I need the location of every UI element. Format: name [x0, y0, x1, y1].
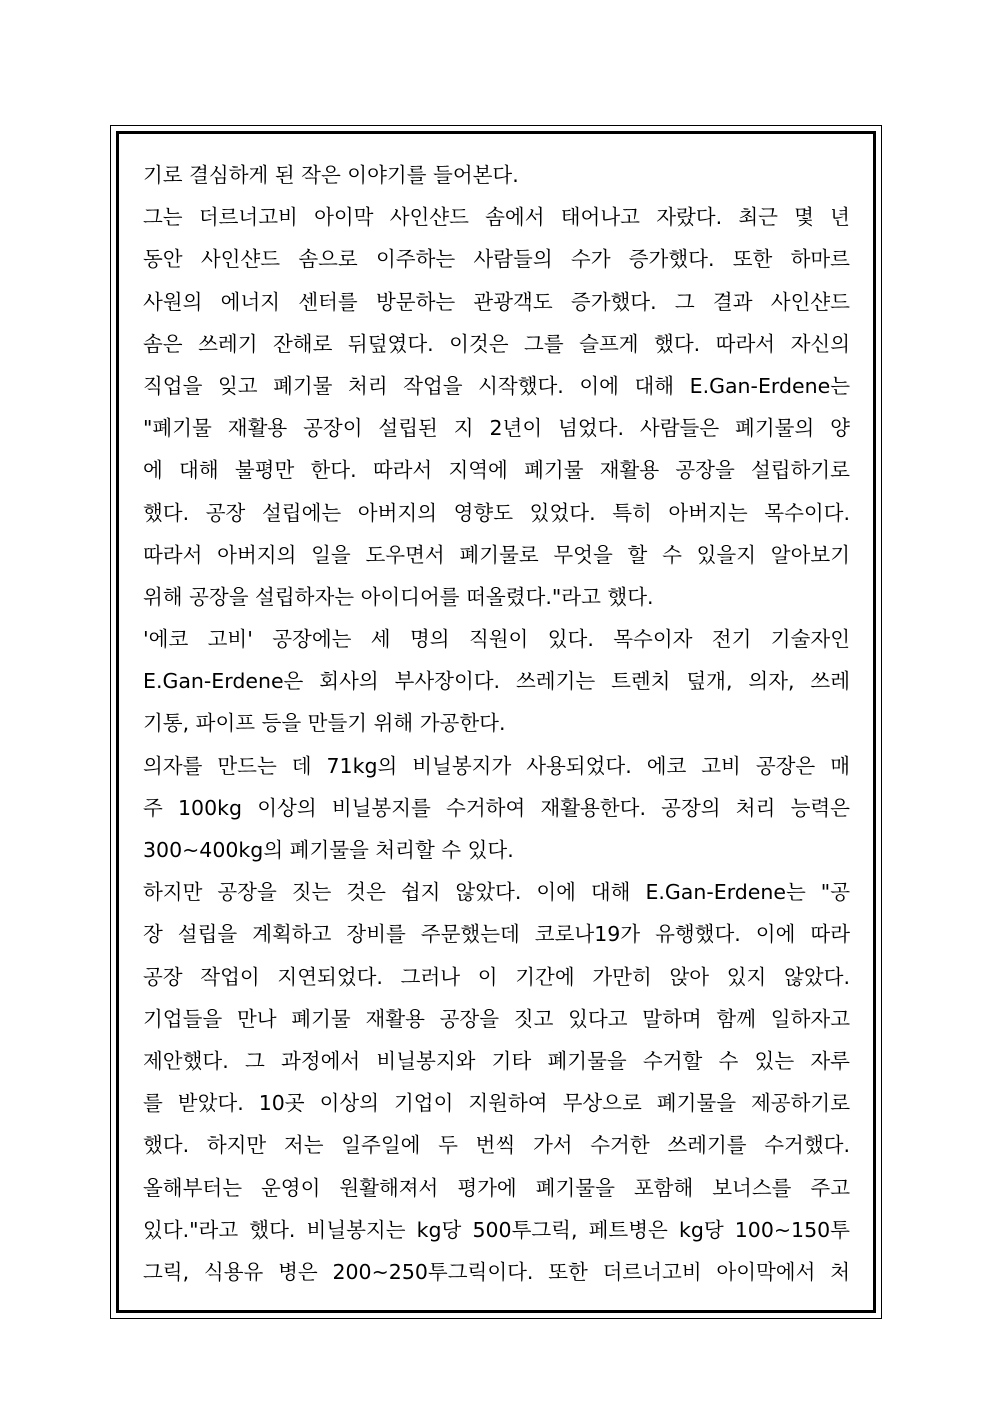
text-line: 300~400kg의 폐기물을 처리할 수 있다.: [143, 838, 514, 862]
text-line: 따라서 아버지의 일을 도우면서 폐기물로 무엇을 할 수 있을지 알아보기: [143, 542, 850, 567]
text-line: 올해부터는 운영이 원활해져서 평가에 폐기물을 포함해 보너스를 주고: [143, 1175, 850, 1200]
text-line: 를 받았다. 10곳 이상의 기업이 지원하여 무상으로 폐기물을 제공하기로: [143, 1091, 850, 1116]
document-body: [143, 154, 850, 1293]
text-line: 장 설립을 계획하고 장비를 주문했는데 코로나19가 유행했다. 이에 따라: [143, 922, 850, 947]
text-line: E.Gan-Erdene은 회사의 부사장이다. 쓰레기는 트렌치 덮개, 의자, 쓰레: [143, 669, 850, 694]
text-line: 에 대해 불평만 한다. 따라서 지역에 폐기물 재활용 공장을 설립하기로: [143, 458, 850, 483]
text-line: 기통, 파이프 등을 만들기 위해 가공한다.: [143, 711, 506, 736]
text-line: 있다."라고 했다. 비닐봉지는 kg당 500투그릭, 페트병은 kg당 100~150투: [143, 1217, 850, 1242]
text-line: "폐기물 재활용 공장이 설립된 지 2년이 넘었다. 사람들은 폐기물의 양: [143, 416, 850, 441]
text-line: 직업을 잊고 폐기물 처리 작업을 시작했다. 이에 대해 E.Gan-Erdene는: [143, 373, 850, 398]
text-line: 사원의 에너지 센터를 방문하는 관광객도 증가했다. 그 결과 사인샨드: [143, 289, 850, 314]
text-line: 기로 결심하게 된 작은 이야기를 들어본다.: [143, 163, 519, 187]
text-line: 했다. 하지만 저는 일주일에 두 번씩 가서 수거한 쓰레기를 수거했다.: [143, 1133, 850, 1158]
text-line: '에코 고비' 공장에는 세 명의 직원이 있다. 목수이자 전기 기술자인: [143, 627, 850, 652]
text-line: 그릭, 식용유 병은 200~250투그릭이다. 또한 더르너고비 아이막에서 처: [143, 1259, 850, 1284]
text-line: 주 100kg 이상의 비닐봉지를 수거하여 재활용한다. 공장의 처리 능력은: [143, 795, 850, 820]
text-line: 공장 작업이 지연되었다. 그러나 이 기간에 가만히 앉아 있지 않았다.: [143, 964, 850, 989]
text-line: 위해 공장을 설립하자는 아이디어를 떠올렸다."라고 했다.: [143, 584, 654, 609]
text-line: 그는 더르너고비 아이막 사인샨드 솜에서 태어나고 자랐다. 최근 몇 년: [143, 205, 850, 230]
text-line: 솜은 쓰레기 잔해로 뒤덮였다. 이것은 그를 슬프게 했다. 따라서 자신의: [143, 331, 850, 356]
text-line: 했다. 공장 설립에는 아버지의 영향도 있었다. 특히 아버지는 목수이다.: [143, 500, 850, 525]
text-line: 하지만 공장을 짓는 것은 쉽지 않았다. 이에 대해 E.Gan-Erdene는 "공: [143, 880, 850, 905]
text-line: 의자를 만드는 데 71kg의 비닐봉지가 사용되었다. 에코 고비 공장은 매: [143, 753, 850, 778]
text-line: 동안 사인샨드 솜으로 이주하는 사람들의 수가 증가했다. 또한 하마르: [143, 247, 850, 272]
text-line: 제안했다. 그 과정에서 비닐봉지와 기타 폐기물을 수거할 수 있는 자루: [143, 1048, 850, 1073]
text-line: 기업들을 만나 폐기물 재활용 공장을 짓고 있다고 말하며 함께 일하자고: [143, 1006, 850, 1031]
